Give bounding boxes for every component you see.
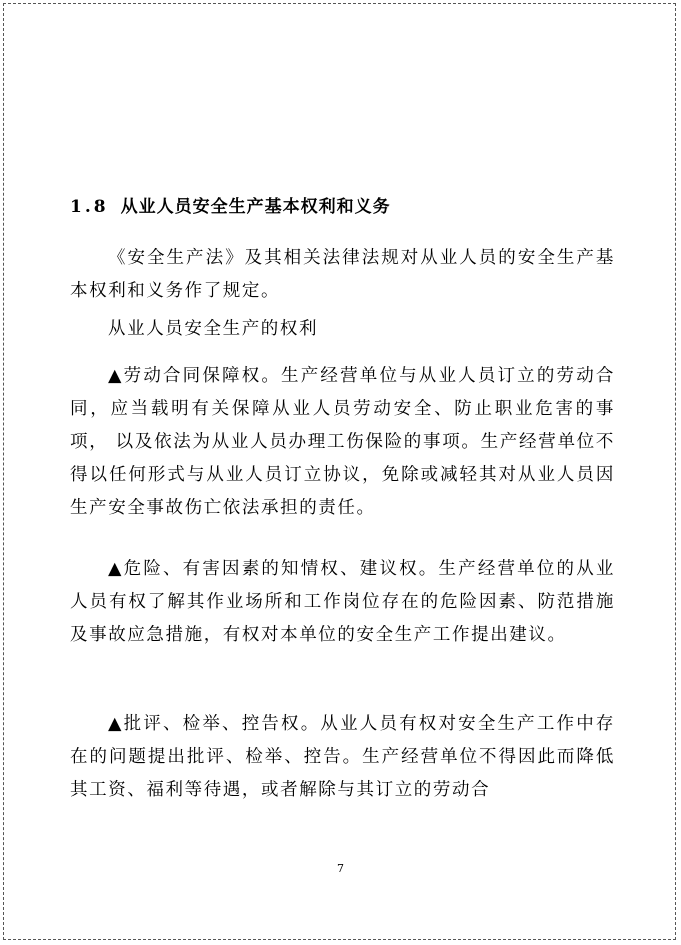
page-number: 7 — [337, 862, 344, 875]
section-number: 1.8 — [70, 197, 109, 217]
right-labor-contract-paragraph: ▲劳动合同保障权。生产经营单位与从业人员订立的劳动合同，应当载明有关保障从业人员劳动安全、防止职业危害的事项， 以及依法为从业人员办理工伤保险的事项。生产经营单位不得以任何形式与从业人员订立协议，免除或减轻其对从业人员因生产安全事故伤亡依法承担的责任。 — [70, 366, 615, 518]
rights-subheading: 从业人员安全生产的权利 — [108, 319, 319, 339]
section-heading — [70, 192, 391, 217]
right-hazard-awareness-paragraph: ▲危险、有害因素的知情权、建议权。生产经营单位的从业人员有权了解其作业场所和工作岗位存在的危险因素、防范措施及事故应急措施，有权对本单位的安全生产工作提出建议。 — [70, 559, 615, 645]
right-criticism-report-paragraph: ▲批评、检举、控告权。从业人员有权对安全生产工作中存在的问题提出批评、检举、控告。生产经营单位不得因此而降低其工资、福利等待遇，或者解除与其订立的劳动合 — [70, 714, 615, 800]
section-title: 从业人员安全生产基本权利和义务 — [120, 197, 391, 217]
intro-paragraph: 《安全生产法》及其相关法律法规对从业人员的安全生产基本权利和义务作了规定。 — [70, 248, 615, 301]
